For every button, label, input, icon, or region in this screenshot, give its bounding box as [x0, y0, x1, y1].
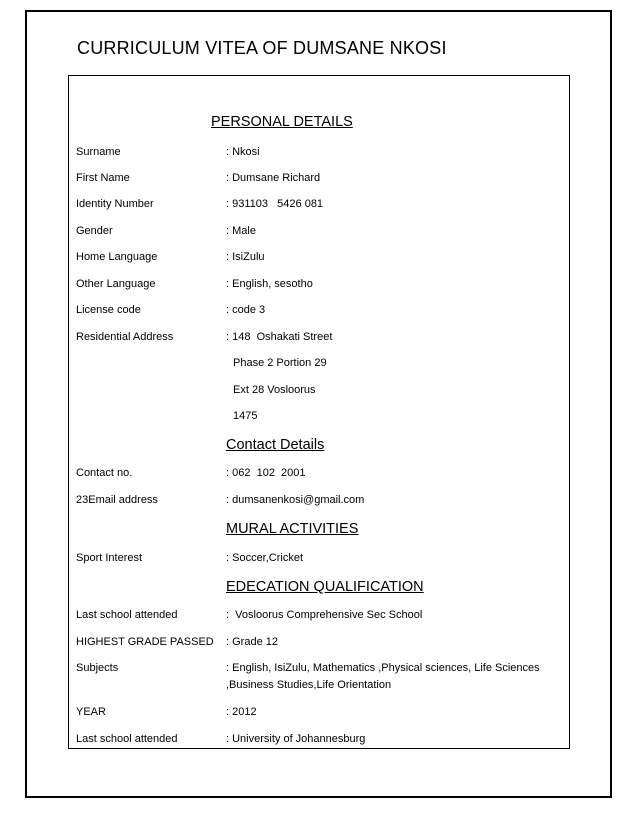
- year-label: YEAR: [76, 706, 106, 718]
- identity-number-value: : 931103 5426 081: [226, 198, 324, 210]
- last-school-label: Last school attended: [76, 609, 178, 621]
- last-institution-value: : University of Johannesburg: [226, 733, 366, 745]
- sport-interest-value: : Soccer,Cricket: [226, 552, 304, 564]
- residential-address-label: Residential Address: [76, 331, 174, 343]
- address-line: 1475: [233, 410, 258, 422]
- subjects-value: : English, IsiZulu, Mathematics ,Physical sciences, Life Sciences ,Business Studies,Life Orientation: [226, 662, 540, 691]
- surname-value: : Nkosi: [226, 146, 260, 158]
- last-institution-label: Last school attended: [76, 733, 178, 745]
- email-label: 23Email address: [76, 494, 158, 506]
- license-code-label: License code: [76, 304, 141, 316]
- other-language-value: : English, sesotho: [226, 278, 313, 290]
- home-language-label: Home Language: [76, 251, 158, 263]
- sport-interest-label: Sport Interest: [76, 552, 143, 564]
- heading-education-qualification: EDECATION QUALIFICATION: [226, 579, 424, 595]
- contact-no-value: : 062 102 2001: [226, 467, 306, 479]
- heading-personal-details: PERSONAL DETAILS: [211, 114, 353, 130]
- address-line: Phase 2 Portion 29: [233, 357, 327, 369]
- first-name-label: First Name: [76, 172, 130, 184]
- highest-grade-value: : Grade 12: [226, 636, 278, 648]
- first-name-value: : Dumsane Richard: [226, 172, 321, 184]
- license-code-value: : code 3: [226, 304, 266, 316]
- gender-label: Gender: [76, 225, 113, 237]
- residential-address-value: : 148 Oshakati Street: [226, 331, 333, 343]
- year-value: : 2012: [226, 706, 257, 718]
- gender-value: : Male: [226, 225, 256, 237]
- surname-label: Surname: [76, 146, 121, 158]
- identity-number-label: Identity Number: [76, 198, 154, 210]
- highest-grade-label: HIGHEST GRADE PASSED: [76, 636, 214, 648]
- heading-mural-activities: MURAL ACTIVITIES: [226, 521, 359, 537]
- subjects-label: Subjects: [76, 662, 119, 674]
- other-language-label: Other Language: [76, 278, 156, 290]
- document-title: CURRICULUM VITEA OF DUMSANE NKOSI: [77, 38, 447, 58]
- contact-no-label: Contact no.: [76, 467, 133, 479]
- heading-contact-details: Contact Details: [226, 437, 325, 453]
- address-line: Ext 28 Vosloorus: [233, 384, 316, 396]
- home-language-value: : IsiZulu: [226, 251, 265, 263]
- email-value: : dumsanenkosi@gmail.com: [226, 494, 365, 506]
- last-school-value: : Vosloorus Comprehensive Sec School: [226, 609, 423, 621]
